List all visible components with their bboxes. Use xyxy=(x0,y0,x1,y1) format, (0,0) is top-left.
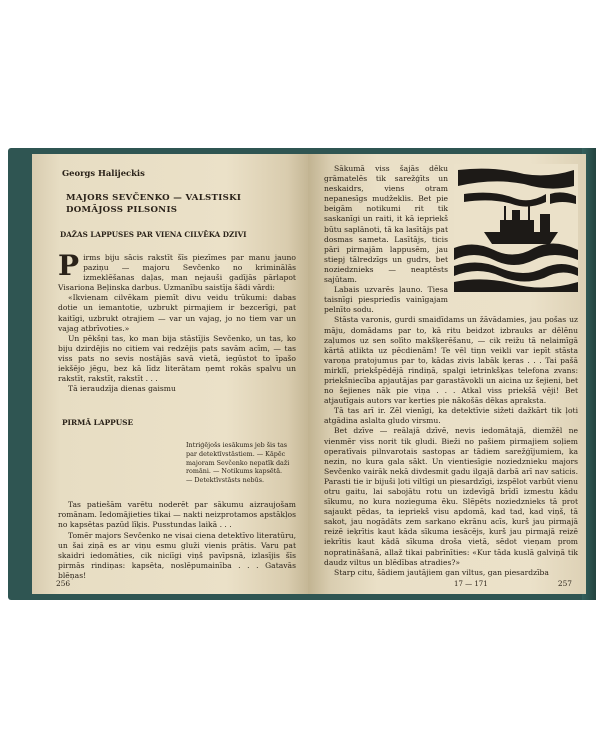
paragraph: Starp citu, šādiem jautājiem gan viltus, gan piesardzība xyxy=(334,567,549,577)
left-body-text xyxy=(58,249,296,394)
paragraph: Sākumā viss šajās dēku grāmatelēs tik sarežģīts un neskaidrs, viens otram nepanesīgs mudžeklis. Bet pie beigām notikumi rit tik saskanīgi un raiti, it kā iepriekš būtu saplānoti, tā ka lasītājs pat dosmas sameta. Lasītājs, ticis pāri pirmajām lappusēm, jau stiepj tālredzīgs un gudrs, bet noziedznieks — neaptēsts sajūtam. xyxy=(324,164,448,285)
page-number-right: 257 xyxy=(557,579,572,588)
ship-on-waves-woodcut-icon xyxy=(454,164,578,292)
paragraph: «Ikvienam cilvēkam piemīt divu veidu trūkumi: dabas dotie un iemantotie, uzbrukt pirmajiem ir bezcerīgi, pat kaitīgi, uzbrukt otrajiem — var un vajag, jo no tiem var un vajag atbrīvoties.» xyxy=(58,293,296,333)
chapter-subtitle: DAŽAS LAPPUSES PAR VIENA CILVĒKA DZIVI xyxy=(60,230,247,239)
section-title: PIRMĀ LAPPUSE xyxy=(62,418,134,428)
chapter-title xyxy=(66,192,296,216)
paragraph: Bet dzīve — reālajā dzīvē, nevis iedomātajā, diemžēl ne vienmēr viss norit tik gludi. Bieži no pašiem pirmajiem soļiem operatīvais pilnvarotais sastopas ar tādiem sarežģījumiem, ka nezin, no kura gala sākt. Un vientiesīgie noziedznieku majors Sevčenko vairāk nekā divdesmit gadu ilgajā darbā arī nav saticis. Parasti tie ir bijuši ļoti viltīgi un piesardzīgi, izspēlot varbūt vienu otru gaitu, lai sabojātu rotu un izdevīgā brīdī izmestu kādu sīkumu, no kura nozieguma ēku. Slēpēts noziedznieks tā prot sajaukt pēdas, ta iepriekš visu apdomā, kad tad, kad viņš, tā sakot, jau nogādāts zem sarkano ekrānu acīs, kurš jau pirmajā reizē ieķrītis kaut kāda sīkuma iesācējs, kurš jau pirmajā reizē iekrītis kaut kādā sīkuma droša vietā, sēdot vieņam prom nopratināšanā, allaž tikai pabrīnīties: «Kur tāda kuslā galviņā tik daudz viltus un blēdības atradies?» xyxy=(324,426,578,567)
printer-signature: 17 — 171 xyxy=(454,580,488,588)
page-number-left: 256 xyxy=(56,579,71,588)
chapter-title-line2: DOMĀJOSS PILSONIS xyxy=(66,205,178,215)
paragraph: Tomēr majors Sevčenko ne visai ciena detektīvo literatūru, un šai ziņā es ar viņu esmu gluži vienis prātis. Varu pat skaidri iedomāties, cik niciīgi viņš pavīpsnā, izlasījis šīs pirmās rindiņas: kapsēta, noslēpumainība . . . Gatavās blēņas! xyxy=(58,530,296,580)
right-page xyxy=(308,154,586,594)
section-epigraph: Intriģējošs iesākums jeb šis tas par detektīvstāstiem. — Kāpēc majoram Sevčenko nepatīk daži romāni. — Notikums kapsētā. — Detektīvstāsts nebūs. xyxy=(186,441,290,484)
paragraph: Labais uzvarēs ļauno. Tiesa taisnīgi piespriedīs vainīgajam pelnīto sodu. xyxy=(324,285,448,315)
left-body-text-2 xyxy=(58,500,296,581)
author-name: Georgs Halijeckis xyxy=(62,168,145,178)
paragraph: Tā tas arī ir. Zēl vienīgi, ka detektīvie sižeti dažkārt tik ļoti atgādina aslalta gludo virsmu. xyxy=(324,406,578,426)
chapter-title-line1: MAJORS SEVČENKO — VALSTISKI xyxy=(66,193,242,203)
paragraph: Tā ieraudzīja dienas gaismu xyxy=(68,384,176,394)
drop-cap: P xyxy=(58,249,80,282)
paragraph: Un pēkšņi tas, ko man bija stāstījis Sevčenko, un tas, ko biju dzirdējis no citiem vai redzējis pats savām acīm, — tas viss pats no sevis nostājās savā vietā, iegūstot to īpašo iekšējo jēgu, bez kā līdz literātam ņemt rokās spalvu un rakstīt, rakstīt, rakstīt . . . xyxy=(58,333,296,384)
paragraph: Pirms biju sācis rakstīt šīs piezīmes par manu jauno paziņu — majoru Sevčenko no kriminālās izmeklēšanas daļas, man nejauši gadījās pārlapot Visariona Beļinska darbus. Uzmanību saistīja šādi vārdi: xyxy=(58,249,296,293)
left-page xyxy=(32,154,310,594)
paragraph: Stāsta varonis, gurdi smaidīdams un žāvādamies, jau pošas uz māju, domādams par to, kā ritu beidzot izbrauks ar dēlēnu zaļumos uz sen solīto makšķerēšanu, — cik reižu tā nelaimīgā kārtā atlikta uz pēcdienām! Te vēl tiņn veikli var iepīt stāsta varoņa pratojumus par to, kādas zivis labāk ķeras . . . Tai pašā mirklī, priekšpēdējā rindiņā, spalgi ietrinkšķas telefona zvans: priekšniecība apjautājas par garastāvokli un aicina uz šejieni, bet no šejienes nāk pie viņa . . . Atkal viss priekšā vēji! Bet atjautīgais autors var kerties pie nākošās dēkas apraksta. xyxy=(324,315,578,406)
paragraph: Tas patiešām varētu noderēt par sākumu aizraujošam romānam. Iedomājieties tikai — nakti neizprotamos apstākļos no kapsētas pazūd līķis. Pusstundas laikā . . . xyxy=(58,500,296,530)
open-book xyxy=(8,148,596,600)
